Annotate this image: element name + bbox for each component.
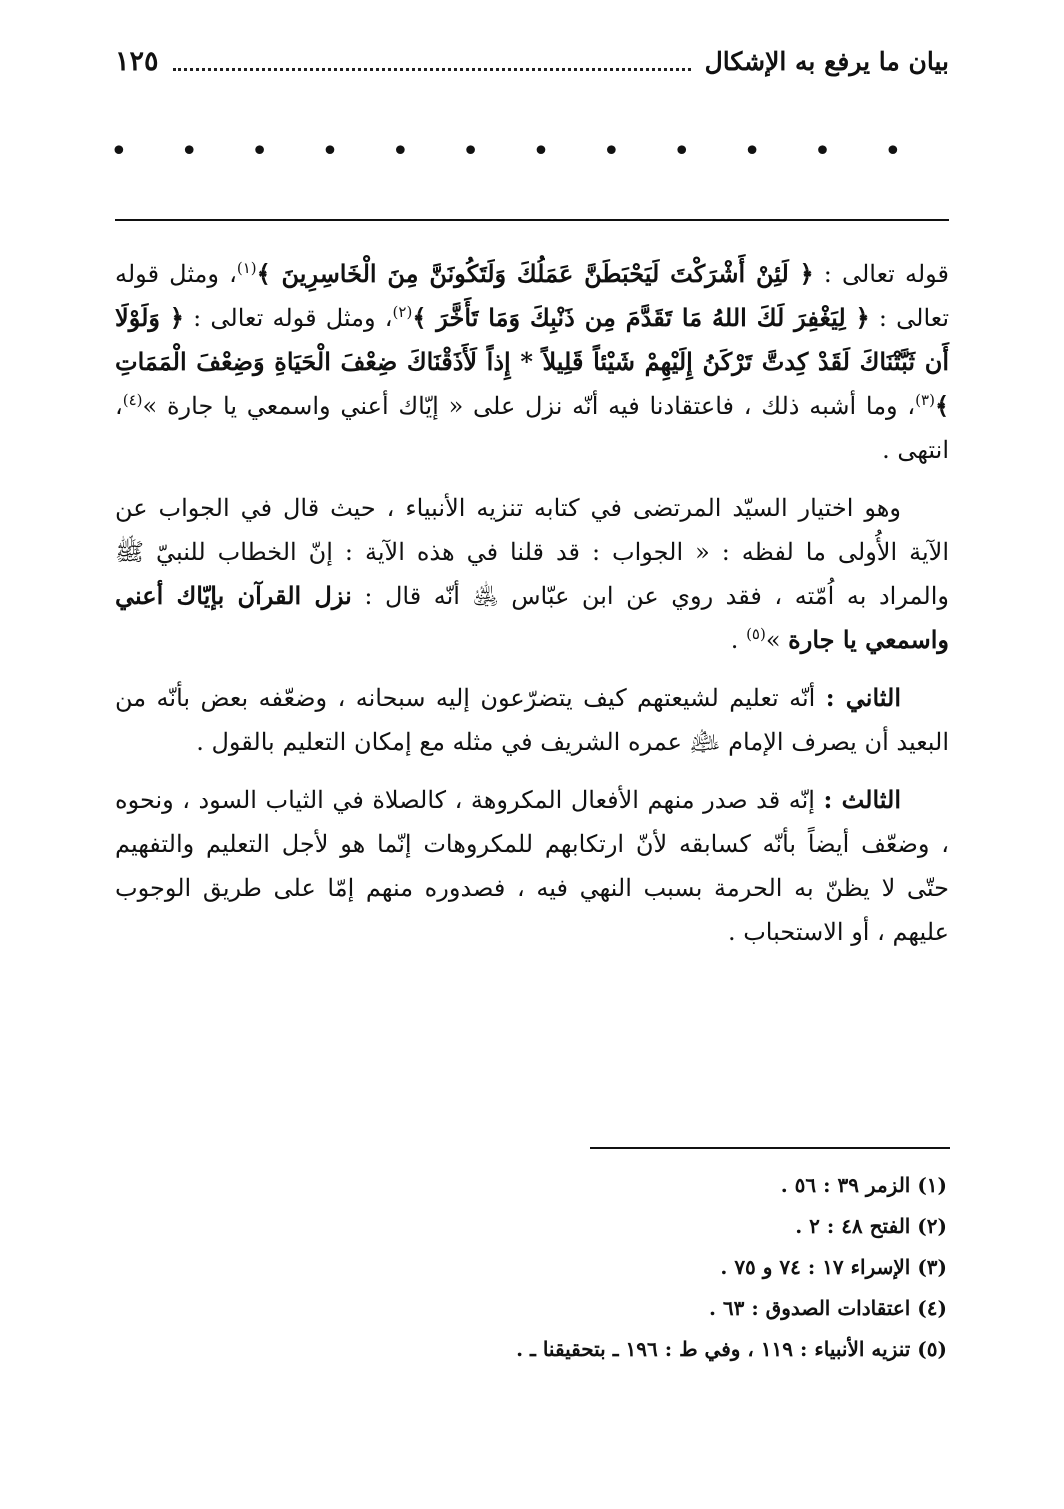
header-divider bbox=[115, 219, 949, 221]
text-run: أنّه تعليم لشيعتهم كيف يتضرّعون إليه سبحانه ، وضعّفه بعض بأنّه من البعيد أن يصرف الإمام ﵇ عمره الشريف في مثله مع إمكان التعليم بالقول . bbox=[115, 684, 949, 756]
quran-verse: ﴿ وَلَوْلَا أَن ثَبَّتْنَاكَ لَقَدْ كِدتَّ تَرْكَنُ إِلَيْهِمْ شَيْئاً قَلِيلاً * إِذاً لَأَذَقْنَاكَ ضِعْفَ الْحَيَاةِ وَضِعْفَ الْمَمَاتِ ﴾ bbox=[115, 303, 949, 420]
running-header bbox=[115, 38, 949, 84]
paragraph-2 bbox=[115, 486, 949, 662]
footnote-ref: (٤) bbox=[122, 391, 143, 409]
ornament-dot: • bbox=[461, 134, 480, 169]
text-run: » bbox=[765, 626, 789, 654]
paragraph-4 bbox=[115, 778, 949, 954]
footnote-item: (٣) الإسراء ١٧ : ٧٤ و ٧٥ . bbox=[720, 1255, 947, 1279]
text-run: . bbox=[730, 626, 747, 654]
footnote-ref: (٢) bbox=[392, 303, 413, 321]
footnote-ref: (٣) bbox=[915, 391, 935, 409]
text-run: ، ومثل قوله تعالى : bbox=[115, 260, 950, 332]
ornament-dot: • bbox=[180, 134, 199, 169]
text-run: قوله تعالى : bbox=[813, 260, 949, 288]
paragraph-1 bbox=[115, 252, 949, 472]
main-text bbox=[115, 252, 949, 968]
text-run: ، وما أشبه ذلك ، فاعتقادنا فيه أنّه نزل على « إيّاك أعني واسمعي يا جارة » bbox=[142, 392, 916, 420]
ornament-dot: • bbox=[321, 134, 339, 169]
ornament-dot: • bbox=[532, 134, 550, 169]
ornament-dot: • bbox=[602, 134, 621, 169]
text-run: إنّه قد صدر منهم الأفعال المكروهة ، كالصلاة في الثياب السود ، ونحوه ، وضعّف أيضاً بأنّه كسابقه لأنّ ارتكابهم للمكروهات إنّما هو لأجل التعليم والتفهيم حتّى لا يظنّ به الحرمة بسبب النهي فيه ، فصدوره منهم إمّا على طريق الوجوب عليهم ، أو الاستحباب . bbox=[115, 786, 949, 946]
footnote-item: (٤) اعتقادات الصدوق : ٦٣ . bbox=[708, 1296, 947, 1320]
footnotes bbox=[187, 1165, 947, 1370]
ornament-dot: • bbox=[883, 134, 902, 169]
ornament-dot: • bbox=[250, 134, 269, 169]
leader-dots bbox=[173, 68, 691, 71]
paragraph-3 bbox=[115, 676, 949, 764]
text-run: وهو اختيار السيّد المرتضى في كتابه تنزيه الأنبياء ، حيث قال في الجواب عن الآية الأُولى ما لفظه : « الجواب : قد قلنا في هذه الآية : إنّ الخطاب للنبيّ ﷺ والمراد به اُمّته ، فقد روي عن ابن عبّاس ﵁ أنّه قال : bbox=[115, 494, 950, 610]
chapter-title: بيان ما يرفع به الإشكال bbox=[704, 46, 949, 76]
section-label: الثالث : bbox=[823, 785, 901, 814]
quran-verse: ﴿ لَئِنْ أَشْرَكْتَ لَيَحْبَطَنَّ عَمَلُكَ وَلَتَكُونَنَّ مِنَ الْخَاسِرِينَ ﴾ bbox=[256, 259, 814, 288]
footnote-ref: (١) bbox=[236, 259, 257, 277]
footnote-item: (١) الزمر ٣٩ : ٥٦ . bbox=[780, 1173, 947, 1197]
footnote-item: (٢) الفتح ٤٨ : ٢ . bbox=[795, 1214, 947, 1238]
ornament-dot: • bbox=[672, 134, 691, 169]
text-run: ، انتهى . bbox=[115, 392, 949, 464]
ornament-dot: • bbox=[110, 134, 128, 169]
footnote-divider bbox=[590, 1147, 950, 1149]
text-run: ، ومثل قوله تعالى : bbox=[183, 304, 393, 332]
ornament-dot: • bbox=[391, 134, 410, 169]
bold-quote: نزل القرآن بإيّاك أعني واسمعي يا جارة bbox=[115, 581, 949, 654]
quran-verse: ﴿ لِيَغْفِرَ لَكَ اللهُ مَا تَقَدَّمَ مِن ذَنْبِكَ وَمَا تَأَخَّرَ ﴾ bbox=[412, 303, 870, 332]
ornament-dot: • bbox=[813, 134, 832, 169]
section-label: الثاني : bbox=[825, 683, 902, 712]
footnote-ref: (٥) bbox=[746, 625, 766, 643]
footnote-item: (٥) تنزيه الأنبياء : ١١٩ ، وفي ط : ١٩٦ ـ بتحقيقنا ـ . bbox=[516, 1337, 947, 1361]
ornament-dot-row bbox=[110, 132, 902, 172]
page-number: ١٢٥ bbox=[115, 45, 159, 77]
ornament-dot: • bbox=[743, 134, 761, 169]
